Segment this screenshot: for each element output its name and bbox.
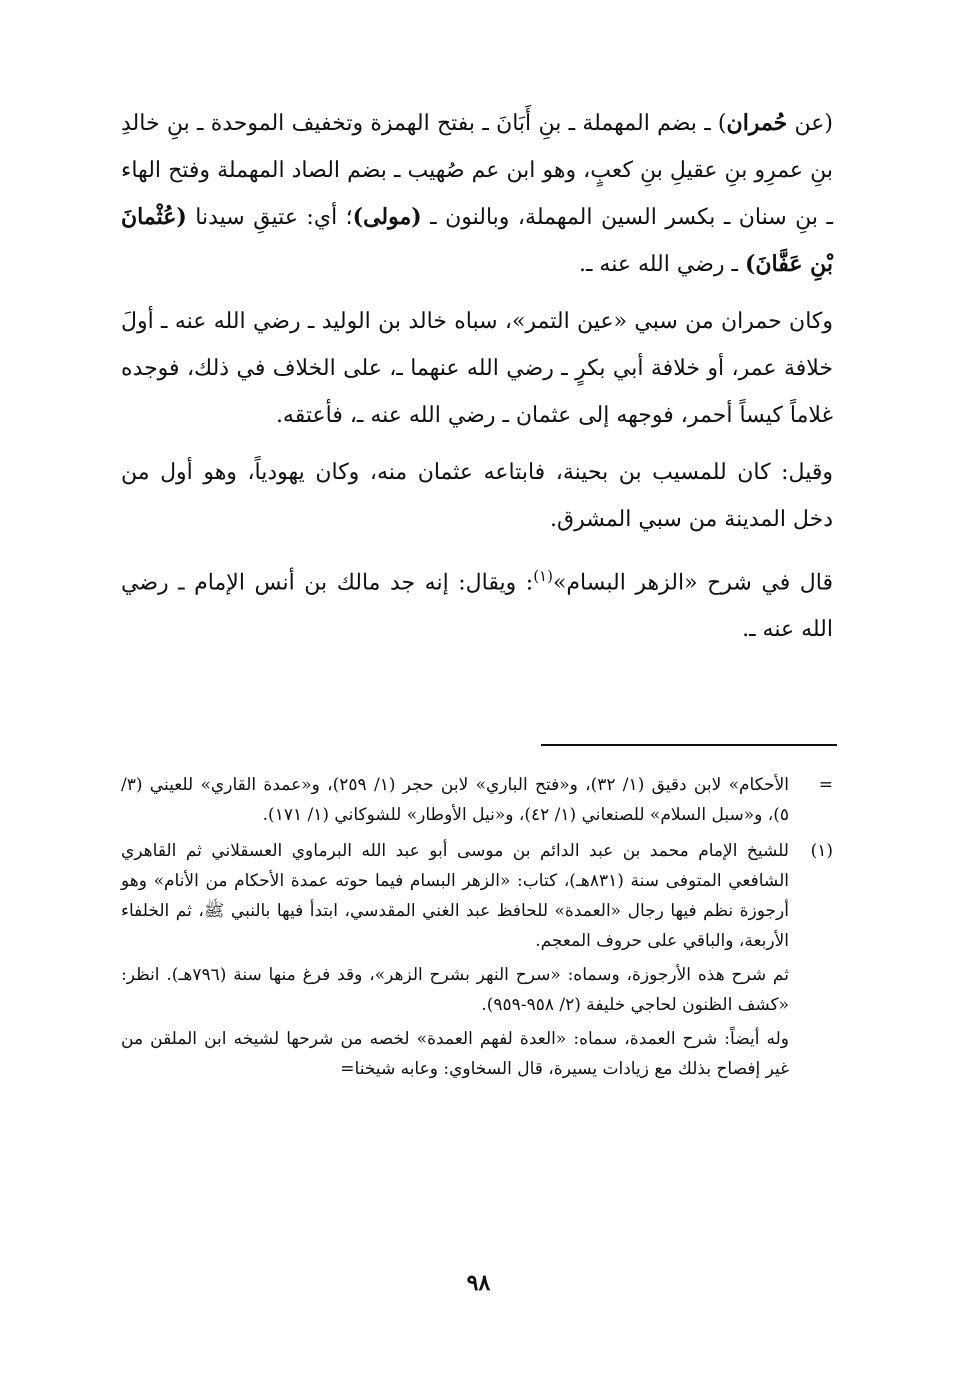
main-text (121, 100, 833, 653)
footnote-1 (121, 836, 833, 1084)
text-end: ـ رضي الله عنه ـ. (578, 252, 745, 277)
footnote-paragraph: الأحكام» لابن دقيق (١/ ٣٢)، و«فتح الباري» لابن حجر (١/ ٢٥٩)، و«عمدة القاري» للعيني (٣/ ٥)، و«سبل السلام» للصنعاني (١/ ٤٢)، و«نيل الأوطار» للشوكاني (١/ ١٧١). (121, 775, 789, 825)
footnotes (121, 770, 833, 1090)
p4-text-before: قال في شرح «الزهر البسام» (552, 570, 833, 596)
footnote-reference-1[interactable]: (١) (533, 567, 553, 585)
name-humran: حُمران (726, 110, 788, 136)
paragraph-2: وكان حمران من سبي «عين التمر»، سباه خالد بن الوليد ـ رضي الله عنه ـ أولَ خلافة عمر، أو خلافة أبي بكرٍ ـ رضي الله عنهما ـ، على الخلاف في ذلك، فوجده غلاماً كيساً أحمر، فوجهه إلى عثمان ـ رضي الله عنه ـ، فأعتقه. (121, 309, 833, 428)
paragraph-3: وقيل: كان للمسيب بن بحينة، فابتاعه عثمان منه، وكان يهودياً، وهو أول من دخل المدينة من سبي المشرق. (121, 460, 833, 532)
footnote-paragraph: للشيخ الإمام محمد بن عبد الدائم بن موسى أبو عبد الله البرماوي العسقلاني ثم القاهري الشافعي المتوفى سنة (٨٣١هـ)، كتاب: «الزهر البسام فيما حوته عمدة الأحكام من الأنام» وهو أرجوزة نظم فيها رجال «العمدة» للحافظ عبد الغني المقدسي، ابتدأ فيها بالنبي ﷺ، ثم الخلفاء الأربعة، والباقي على حروف المعجم. (121, 841, 789, 951)
footnote-marker-1: (١) (810, 841, 833, 861)
page-number: ٩٨ (466, 1270, 491, 1296)
text-mid: ) ـ بضم المهملة ـ بنِ أَبَانَ ـ بفتح الهمزة وتخفيف الموحدة ـ بنِ خالدِ بنِ عمرِو بنِ عقيلِ بنِ كعبٍ، وهو ابن عم صُهيب ـ بضم الصاد المهملة وفتح الهاء ـ بنِ سنان ـ بكسر السين المهملة، وبالنون ـ (121, 111, 833, 230)
text-mid2: ؛ أي: عتيقِ سيدنا (186, 205, 353, 230)
paragraph-1 (121, 100, 833, 288)
footnote-body-continued (121, 770, 789, 830)
word-mawla: (مولى) (352, 204, 422, 230)
footnote-paragraph: وله أيضاً: شرح العمدة، سماه: «العدة لفهم العمدة» لخصه من شرحها لشيخه ابن الملقن من غير إفصاح بذلك مع زيادات يسيرة، قال السخاوي: وعابه شيخنا= (121, 1029, 789, 1079)
footnote-continued (121, 770, 833, 830)
paragraph-4 (121, 553, 833, 653)
footnote-paragraph: ثم شرح هذه الأرجوزة، وسماه: «سرح النهر بشرح الزهر»، وقد فرغ منها سنة (٧٩٦هـ). انظر: «كشف الظنون لحاجي خليفة (٢/ ٩٥٨-٩٥٩). (121, 965, 789, 1015)
footnote-body-1 (121, 836, 789, 1084)
footnote-separator (541, 744, 837, 746)
p4-text-after: : ويقال: إنه جد مالك بن أنس الإمام ـ رضي الله عنه ـ. (121, 570, 833, 643)
text-open: (عن (787, 111, 834, 136)
name-uthman: (عُثْمانَ بْنِ عَفَّانَ) (121, 204, 833, 277)
footnote-marker-continued: = (818, 775, 833, 795)
